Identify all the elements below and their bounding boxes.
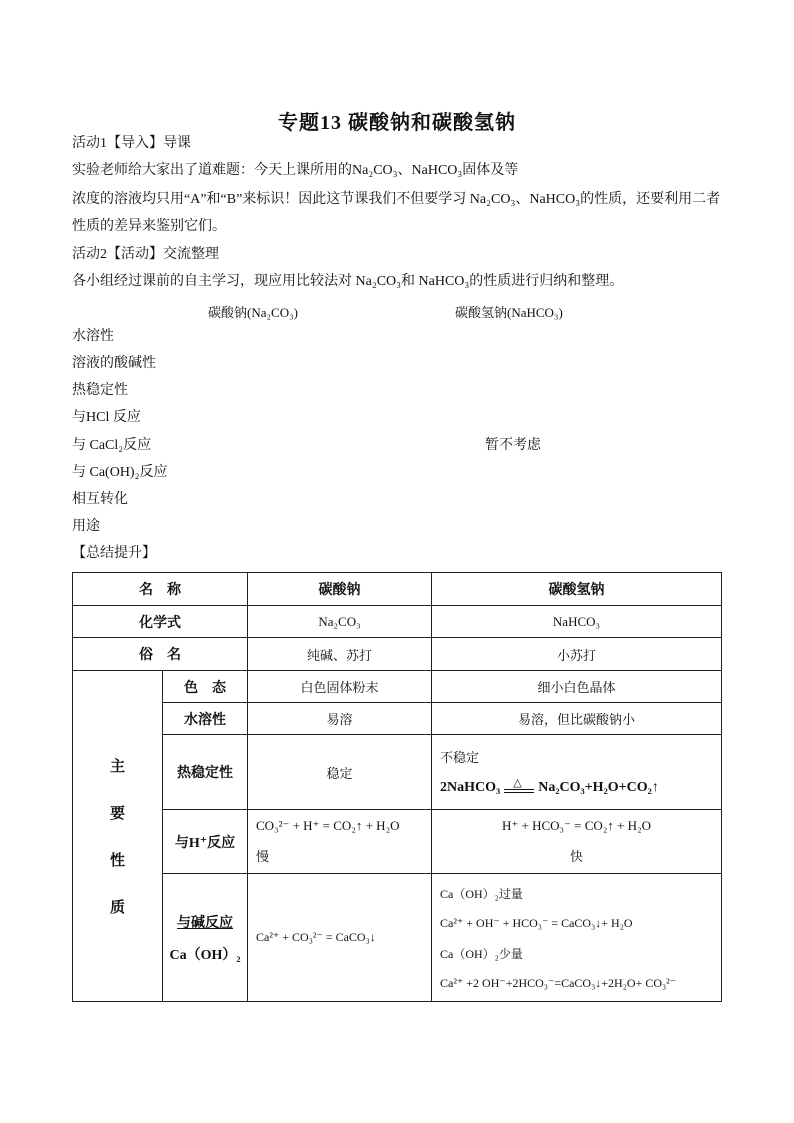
common-name-label: 俗 名 <box>73 638 248 671</box>
solubility-nahco3: 易溶，但比碳酸钠小 <box>432 703 722 735</box>
compare-row-label: 与 CaCl₂反应 <box>72 438 152 453</box>
activity2-heading: 活动2【活动】交流整理 <box>72 247 219 262</box>
cacl2-note: 暂不考虑 <box>485 438 541 453</box>
table-row <box>73 735 722 810</box>
thermal-stability-na2co3: 稳定 <box>248 735 432 810</box>
summary-table <box>72 572 722 1002</box>
base-reaction-nahco3: Ca（OH）₂过量 Ca²⁺ + OH⁻ + HCO₃⁻ = CaCO₃↓+ H₂O Ca（OH）₂少量 Ca²⁺ +2 OH⁻+2HCO₃⁻=CaCO₃↓+2H₂O+ CO₃²⁻ <box>432 874 722 1002</box>
compare-row-label: 水溶性 <box>72 329 114 344</box>
base-reaction-na2co3: Ca²⁺ + CO₃²⁻ = CaCO₃↓ <box>248 874 432 1002</box>
common-name-na2co3: 纯碱、苏打 <box>248 638 432 671</box>
compare-row-label: 相互转化 <box>72 492 128 507</box>
table-row <box>73 638 722 671</box>
table-row <box>73 573 722 606</box>
acid-reaction-label: 与H⁺反应 <box>163 810 248 874</box>
main-properties-label: 主 要 性 质 <box>73 671 163 1002</box>
compare-row-label: 与 Ca(OH)₂反应 <box>72 465 168 480</box>
formula-na2co3: Na₂CO₃ <box>248 606 432 638</box>
decomposition-equation: 2NaHCO₃ △ Na₂CO₃+H₂O+CO₂↑ <box>440 777 659 796</box>
page-title: 专题13 碳酸钠和碳酸氢钠 <box>278 112 516 134</box>
compare-col-nahco3: 碳酸氢钠(NaHCO₃) <box>455 305 563 320</box>
acid-reaction-nahco3: H⁺ + HCO₃⁻ = CO₂↑ + H₂O 快 <box>432 810 722 874</box>
heat-condition: △ <box>502 780 536 796</box>
solubility-na2co3: 易溶 <box>248 703 432 735</box>
summary-heading: 【总结提升】 <box>72 546 156 561</box>
color-state-nahco3: 细小白色晶体 <box>432 671 722 703</box>
table-row <box>73 671 722 703</box>
solubility-label: 水溶性 <box>163 703 248 735</box>
header-na2co3: 碳酸钠 <box>248 573 432 606</box>
thermal-stability-nahco3 <box>432 735 722 810</box>
thermal-stability-label: 热稳定性 <box>163 735 248 810</box>
header-name: 名 称 <box>73 573 248 606</box>
acid-reaction-na2co3: CO₃²⁻ + H⁺ = CO₂↑ + H₂O 慢 <box>248 810 432 874</box>
common-name-nahco3: 小苏打 <box>432 638 722 671</box>
compare-row-label: 用途 <box>72 519 100 534</box>
table-row <box>73 703 722 735</box>
unstable-note: 不稳定 <box>440 750 480 766</box>
activity1-para2: 浓度的溶液均只用“A”和“B”来标识！因此这节课我们不但要学习 Na₂CO₃、NaHCO₃的性质，还要利用二者 <box>72 192 721 207</box>
compare-row-label: 热稳定性 <box>72 383 128 398</box>
color-state-label: 色 态 <box>163 671 248 703</box>
compare-row-label: 溶液的酸碱性 <box>72 356 156 371</box>
header-nahco3: 碳酸氢钠 <box>432 573 722 606</box>
compare-col-na2co3: 碳酸钠(Na₂CO₃) <box>208 305 298 320</box>
formula-nahco3: NaHCO₃ <box>432 606 722 638</box>
activity1-heading: 活动1【导入】导课 <box>72 136 191 151</box>
color-state-na2co3: 白色固体粉末 <box>248 671 432 703</box>
activity1-para3: 性质的差异来鉴别它们。 <box>72 219 226 234</box>
compare-row-label: 与HCl 反应 <box>72 410 141 425</box>
table-row <box>73 606 722 638</box>
formula-label: 化学式 <box>73 606 248 638</box>
table-row <box>73 810 722 874</box>
table-row <box>73 874 722 1002</box>
activity2-intro: 各小组经过课前的自主学习，现应用比较法对 Na₂CO₃和 NaHCO₃的性质进行归纳和整理。 <box>72 274 624 289</box>
base-reaction-label: 与碱反应 Ca（OH）₂ <box>163 874 248 1002</box>
activity1-para1: 实验老师给大家出了道难题：今天上课所用的Na₂CO₃、NaHCO₃固体及等 <box>72 163 519 178</box>
